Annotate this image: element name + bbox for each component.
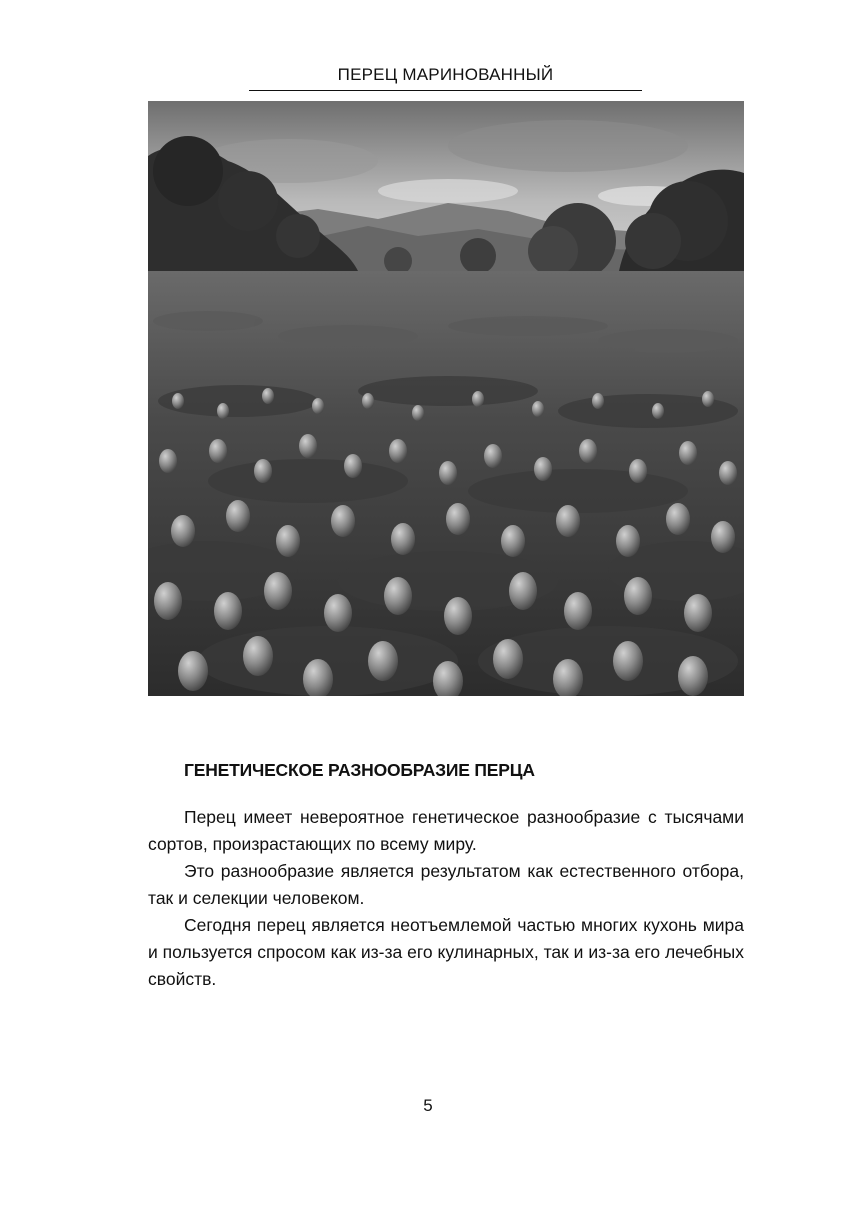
section-heading: ГЕНЕТИЧЕСКОЕ РАЗНООБРАЗИЕ ПЕРЦА: [184, 760, 535, 780]
body-text: [148, 804, 744, 993]
paragraph: Перец имеет невероятное генетическое разнообразие с тысячами сортов, произрастающих по всему миру.: [148, 807, 744, 854]
header-rule: [249, 90, 642, 91]
running-header: ПЕРЕЦ МАРИНОВАННЫЙ: [337, 65, 554, 84]
paragraph: Это разнообразие является результатом как естественного отбора, так и селекции человеком.: [148, 861, 744, 908]
pepper-field-photo: [148, 101, 744, 696]
page-number: 5: [423, 1096, 433, 1115]
paragraph: Сегодня перец является неотъемлемой частью многих кухонь мира и пользуется спросом как из-за его кулинарных, так и из-за его лечебных свойств.: [148, 915, 744, 989]
